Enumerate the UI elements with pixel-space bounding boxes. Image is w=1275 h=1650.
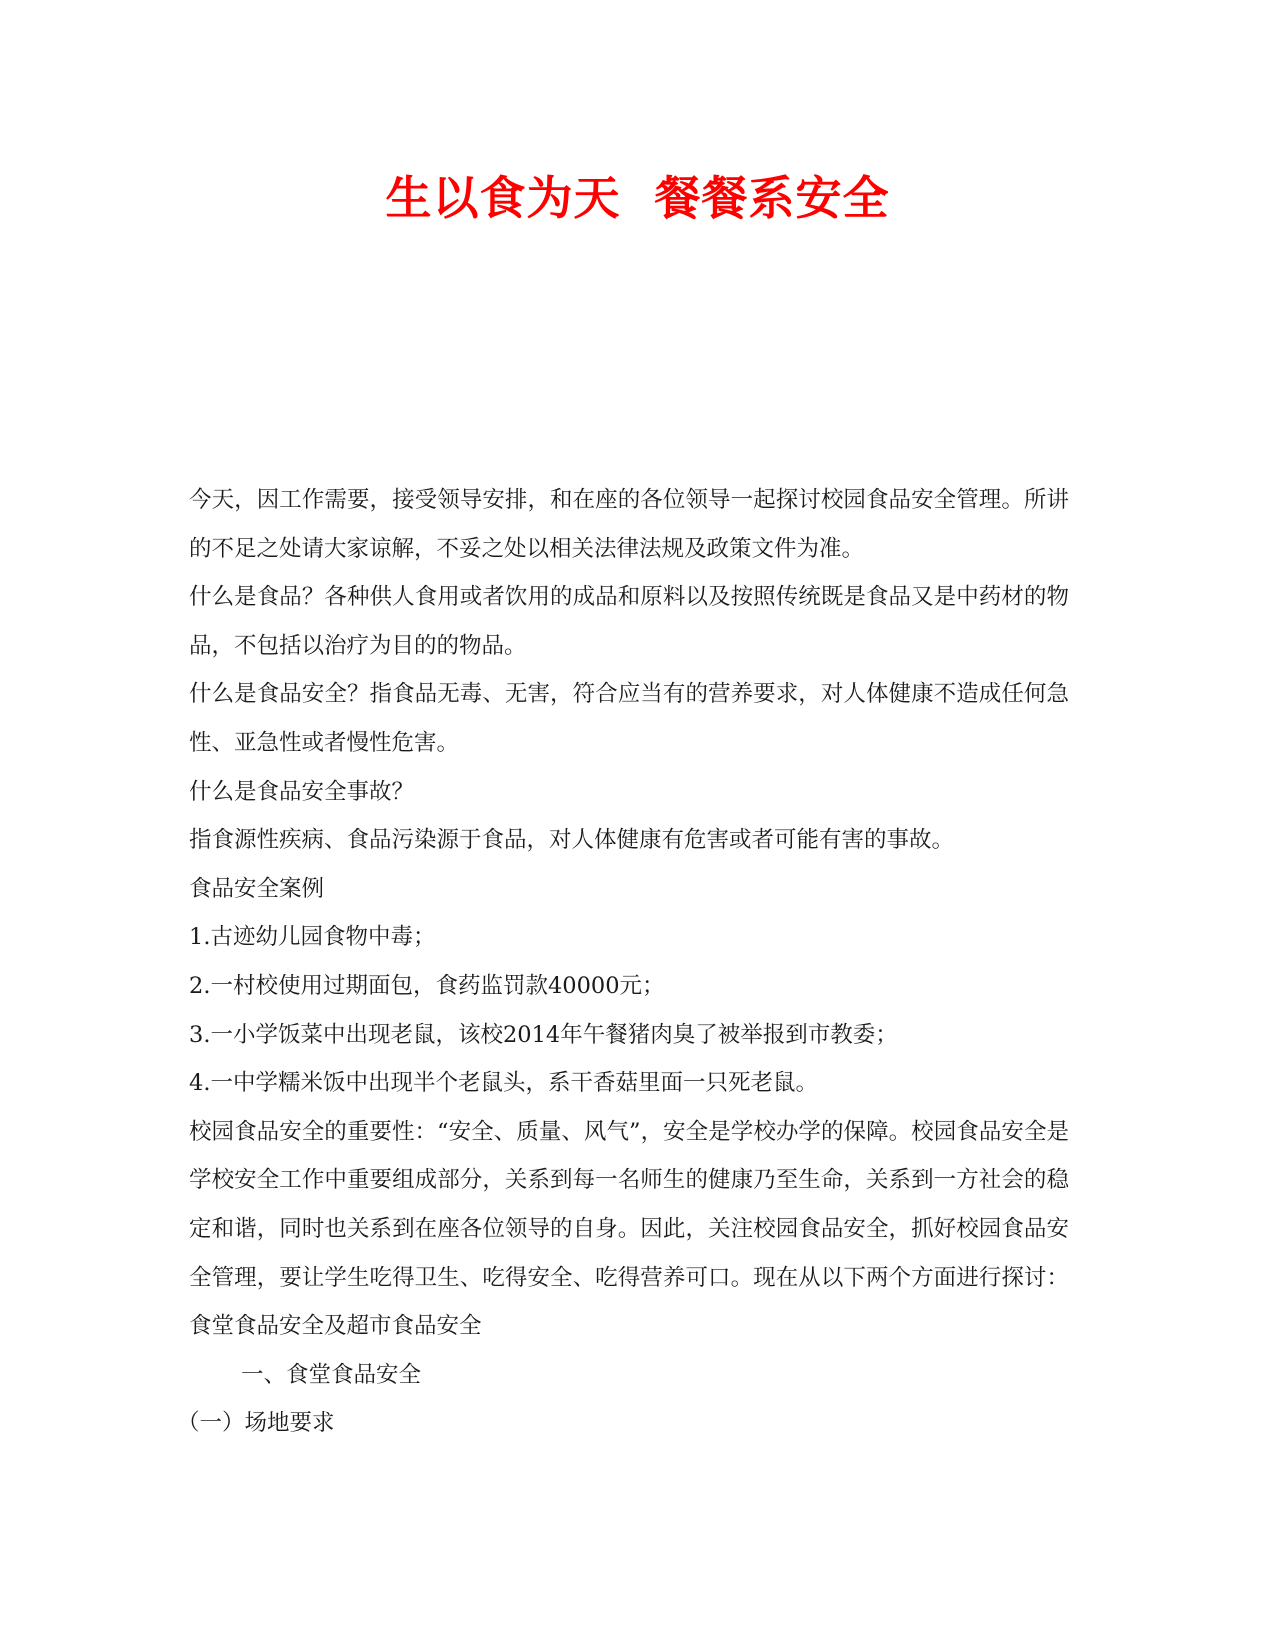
case-item-3: 3.一小学饭菜中出现老鼠，该校2014年午餐猪肉臭了被举报到市教委； xyxy=(189,1021,898,1048)
paragraph-food-safety-accident-question: 什么是食品安全事故？ xyxy=(189,778,415,805)
paragraph-cases-heading: 食品安全案例 xyxy=(189,875,325,902)
subsection-heading-site-requirements: （一）场地要求 xyxy=(177,1410,335,1437)
document-body xyxy=(177,476,1069,1448)
section-heading-canteen-safety: 一、食堂食品安全 xyxy=(241,1361,422,1388)
case-item-1: 1.古迹幼儿园食物中毒； xyxy=(189,924,436,951)
paragraph-intro: 今天，因工作需要，接受领导安排，和在座的各位领导一起探讨校园食品安全管理。所讲的不足之处请大家谅解，不妥之处以相关法律法规及政策文件为准。 xyxy=(189,487,1069,562)
paragraph-what-is-food-safety: 什么是食品安全？指食品无毒、无害，符合应当有的营养要求，对人体健康不造成任何急性、亚急性或者慢性危害。 xyxy=(189,681,1069,756)
case-item-2: 2.一村校使用过期面包，食药监罚款40000元； xyxy=(189,972,665,999)
case-item-4: 4.一中学糯米饭中出现半个老鼠头，系干香菇里面一只死老鼠。 xyxy=(189,1070,818,1097)
paragraph-importance: 校园食品安全的重要性：“安全、质量、风气”，安全是学校办学的保障。校园食品安全是学校安全工作中重要组成部分，关系到每一名师生的健康乃至生命，关系到一方社会的稳定和谐，同时也关系到在座各位领导的自身。因此，关注校园食品安全，抓好校园食品安全管理，要让学生吃得卫生、吃得安全、吃得营养可口。现在从以下两个方面进行探讨：食堂食品安全及超市食品安全 xyxy=(189,1118,1069,1340)
paragraph-food-safety-accident-definition: 指食源性疾病、食品污染源于食品，对人体健康有危害或者可能有害的事故。 xyxy=(189,827,955,854)
paragraph-what-is-food: 什么是食品？各种供人食用或者饮用的成品和原料以及按照传统既是食品又是中药材的物品，不包括以治疗为目的的物品。 xyxy=(189,584,1069,659)
document-title: 生以食为天 餐餐系安全 xyxy=(385,171,890,225)
